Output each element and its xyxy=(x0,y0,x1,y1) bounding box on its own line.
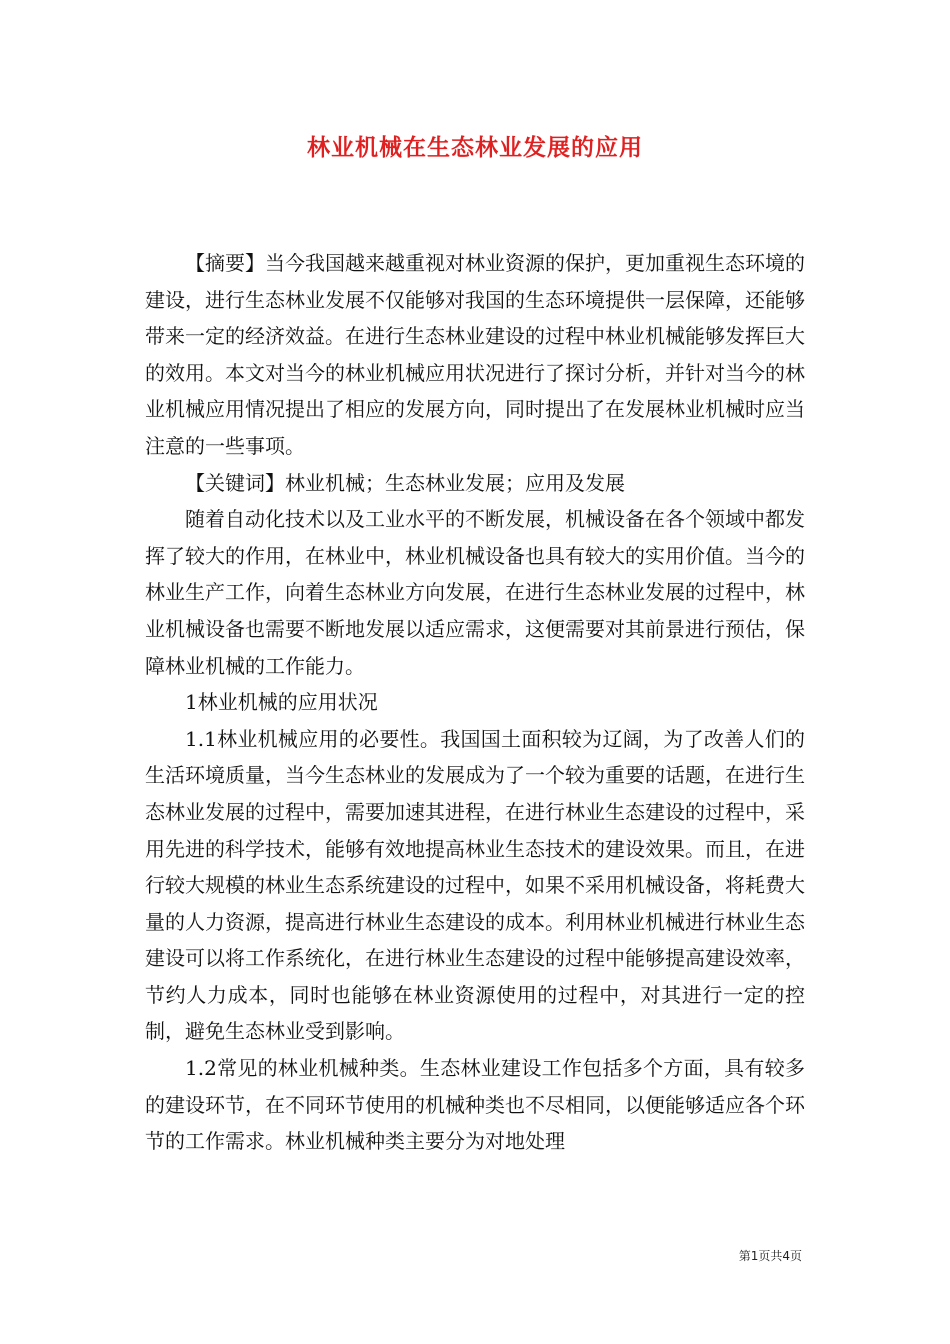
section-1-2-paragraph: 1.2常见的林业机械种类。生态林业建设工作包括多个方面，具有较多的建设环节，在不同环节使用的机械种类也不尽相同，以便能够适应各个环节的工作需求。林业机械种类主要分为对地处理 xyxy=(145,1056,805,1154)
abstract-paragraph: 【摘要】当今我国越来越重视对林业资源的保护，更加重视生态环境的建设，进行生态林业发展不仅能够对我国的生态环境提供一层保障，还能够带来一定的经济效益。在进行生态林业建设的过程中林业机械能够发挥巨大的效用。本文对当今的林业机械应用状况进行了探讨分析，并针对当今的林业机械应用情况提出了相应的发展方向，同时提出了在发展林业机械时应当注意的一些事项。 xyxy=(145,251,805,458)
keywords-paragraph: 【关键词】林业机械；生态林业发展；应用及发展 xyxy=(185,470,625,495)
page-title: 林业机械在生态林业发展的应用 xyxy=(307,135,643,161)
intro-paragraph: 随着自动化技术以及工业水平的不断发展，机械设备在各个领域中都发挥了较大的作用，在林业中，林业机械设备也具有较大的实用价值。当今的林业生产工作，向着生态林业方向发展，在进行生态林业发展的过程中，林业机械设备也需要不断地发展以适应需求，这便需要对其前景进行预估，保障林业机械的工作能力。 xyxy=(145,507,805,678)
page-number-footer: 第1页共4页 xyxy=(738,1249,802,1263)
section-heading-1: 1林业机械的应用状况 xyxy=(185,690,378,715)
document-body xyxy=(145,245,805,1160)
section-1-1-paragraph: 1.1林业机械应用的必要性。我国国土面积较为辽阔，为了改善人们的生活环境质量，当今生态林业的发展成为了一个较为重要的话题，在进行生态林业发展的过程中，需要加速其进程，在进行林业生态建设的过程中，采用先进的科学技术，能够有效地提高林业生态技术的建设效果。而且，在进行较大规模的林业生态系统建设的过程中，如果不采用机械设备，将耗费大量的人力资源，提高进行林业生态建设的成本。利用林业机械进行林业生态建设可以将工作系统化，在进行林业生态建设的过程中能够提高建设效率，节约人力成本，同时也能够在林业资源使用的过程中，对其进行一定的控制，避免生态林业受到影响。 xyxy=(145,726,805,1044)
